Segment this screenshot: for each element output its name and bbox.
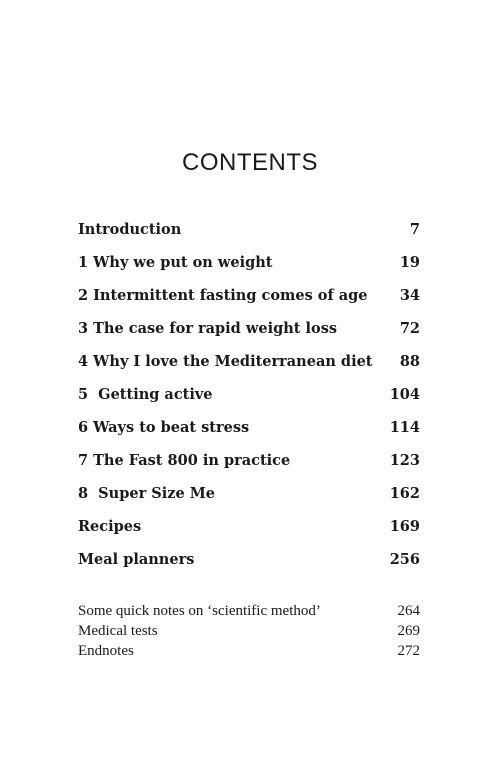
back-matter-title: Some quick notes on ‘scientific method’ [78,603,321,619]
toc-entry-page: 256 [389,551,420,568]
toc-entry-page: 72 [399,320,420,337]
toc-entry-title: 1 Why we put on weight [78,254,273,271]
toc-entry-page: 123 [389,452,420,469]
toc-entry-page: 34 [399,287,420,304]
toc-entry-page: 88 [399,353,420,370]
toc-entry [78,287,420,320]
back-matter-title: Endnotes [78,643,134,659]
toc-entry [78,518,420,551]
back-matter-page: 264 [397,603,420,619]
toc-entry-title: 5 Getting active [78,386,213,403]
toc-entry-page: 19 [399,254,420,271]
toc-entry-page: 114 [389,419,420,436]
back-matter-entry [78,623,420,643]
toc-entry-page: 7 [409,221,420,238]
back-matter-list [78,603,420,663]
toc-entry-title: 4 Why I love the Mediterranean diet [78,353,373,370]
toc-entry-title: 6 Ways to beat stress [78,419,250,436]
toc-entry [78,386,420,419]
toc-entry-title: Introduction [78,221,182,238]
toc-entry-title: Meal planners [78,551,195,568]
toc-entry-page: 162 [389,485,420,502]
toc-entry [78,353,420,386]
toc-entry [78,551,420,584]
toc-entry [78,320,420,353]
back-matter-entry [78,603,420,623]
toc-entry-title: 3 The case for rapid weight loss [78,320,338,337]
toc-entry [78,485,420,518]
toc-entry [78,419,420,452]
toc-entry [78,254,420,287]
toc-entry-title: 8 Super Size Me [78,485,216,502]
back-matter-entry [78,643,420,663]
back-matter-title: Medical tests [78,623,158,639]
back-matter-page: 272 [397,643,420,659]
toc-entry [78,452,420,485]
toc-entry-page: 169 [389,518,420,535]
toc-entry-page: 104 [389,386,420,403]
toc-entry-title: 2 Intermittent fasting comes of age [78,287,368,304]
toc-entry-title: Recipes [78,518,142,535]
toc-entry [78,221,420,254]
toc-entry-title: 7 The Fast 800 in practice [78,452,291,469]
chapter-list [78,221,420,584]
contents-heading: CONTENTS [182,149,318,176]
back-matter-page: 269 [397,623,420,639]
